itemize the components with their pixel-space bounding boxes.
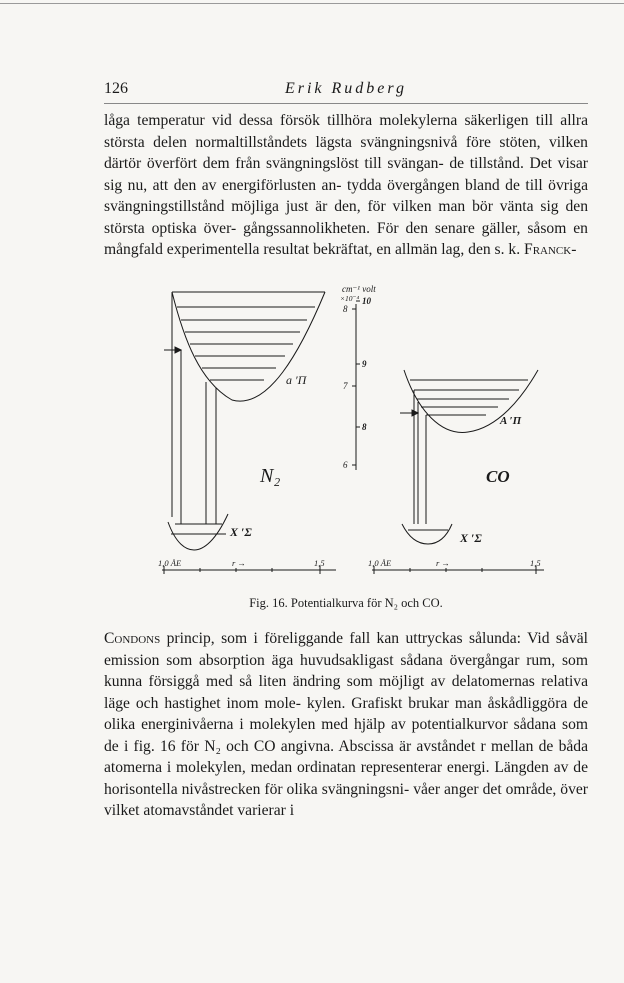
tick-label-left: 6 [343, 460, 348, 470]
text-line: våer anger det område, över vilket atomavståndet varierar i [104, 780, 588, 819]
text-line: gångssannolikheten. För den senare gäller, såsom en mångfald [104, 219, 588, 258]
author-name-franck: Franck- [524, 241, 577, 258]
figure-caption [104, 596, 588, 611]
tick-label-right: 9 [362, 359, 367, 369]
n2-lower-state-label: X ′Σ [230, 525, 252, 539]
n2-molecule-label: N₂ [260, 465, 281, 487]
text-line: till allra största delen normaltillståndets lägsta svängningsnivå före [104, 112, 588, 151]
potential-curve-figure [150, 282, 550, 600]
text-line: Längden av de horisontella nivåstrecken för olika svängningsni- [104, 759, 588, 798]
r-axis-right-label: r → [436, 558, 450, 568]
co-upper-levels [410, 380, 528, 415]
tick-label-right: 8 [362, 422, 367, 432]
co-lower-curve [402, 524, 452, 544]
text-line: möjligt av delatomernas relativa läge och hastighet inom mole- [104, 673, 589, 712]
paragraph-top [104, 110, 588, 261]
n2-lower-curve [168, 514, 228, 550]
header-rule [104, 103, 588, 104]
r-axis-right-start: 1,0 ÅE [368, 558, 392, 568]
n2-upper-levels [172, 292, 325, 380]
tick-label-left: 7 [343, 381, 348, 391]
r-axis-left-end: 1,5 [314, 558, 325, 568]
text-line-last: experimentella resultat bekräftat, en allmän lag, den s. k. [166, 241, 525, 258]
potential-curve-diagram [150, 282, 550, 600]
text-line: tydda övergången bland de till övriga svängningstillstånd möjliga [104, 176, 589, 215]
co-upper-state-label: A ′Π [500, 415, 522, 427]
text-line: just är den, för vilken man bör vänta sig den största optiska över- [104, 198, 588, 237]
page-top-rule [0, 3, 624, 4]
r-axis-left-label: r → [232, 558, 246, 568]
co-arrow-head [412, 410, 418, 416]
author-name-condon: Condons [104, 630, 161, 647]
r-axis-right-end: 1,5 [530, 558, 541, 568]
running-title: Erik Rudberg [284, 80, 408, 97]
paragraph-bottom [104, 628, 588, 822]
page-header [104, 80, 588, 102]
n2-upper-state-label: a ′Π [286, 373, 307, 387]
text-line: princip, som i föreliggande fall kan uttryckas sålunda: [160, 630, 521, 647]
text-line: i molekylen med hjälp av potentialkurvor sådana som de i fig. 16 [104, 716, 588, 755]
text-line: låga temperatur vid dessa försök tillhöra molekylerna säkerligen [104, 112, 529, 129]
axis-unit-bottom: ×10⁻⁴ [340, 294, 360, 303]
text-line: kylen. Grafiskt brukar man åskådliggöra de olika energinivåerna [104, 694, 588, 733]
r-axis-left-start: 1,0 ÅE [158, 558, 182, 568]
text-line: för N₂ och CO angivna. Abscissa är avståndet r mellan de båda [180, 737, 589, 755]
co-lower-state-label: X ′Σ [460, 531, 482, 545]
caption-prefix: Fig. 16. [249, 596, 288, 610]
text-line: de tillstånd. Det visar sig nu, att den av energiförlusten an- [104, 155, 588, 194]
text-line: Vid såväl emission som absorption äga huvudsakligast sådana [104, 630, 588, 669]
text-line: övergångar rum, som kunna försiggå med så liten ändring som [104, 651, 588, 690]
caption-text: Potentialkurva för N₂ och CO. [290, 596, 443, 610]
tick-label-left: 8 [343, 304, 348, 314]
tick-label-right: 10 [362, 296, 371, 306]
text-line: stöten, vilken därtör överfört dem från svängningslöst till svängan- [104, 133, 588, 172]
co-molecule-label: CO [486, 467, 510, 486]
page-number: 126 [104, 80, 128, 97]
axis-unit-top: cm⁻¹ volt [342, 284, 376, 294]
n2-arrow-head [175, 347, 181, 353]
text-line: atomerna i molekylen, medan ordinatan representerar energi. [104, 759, 490, 776]
